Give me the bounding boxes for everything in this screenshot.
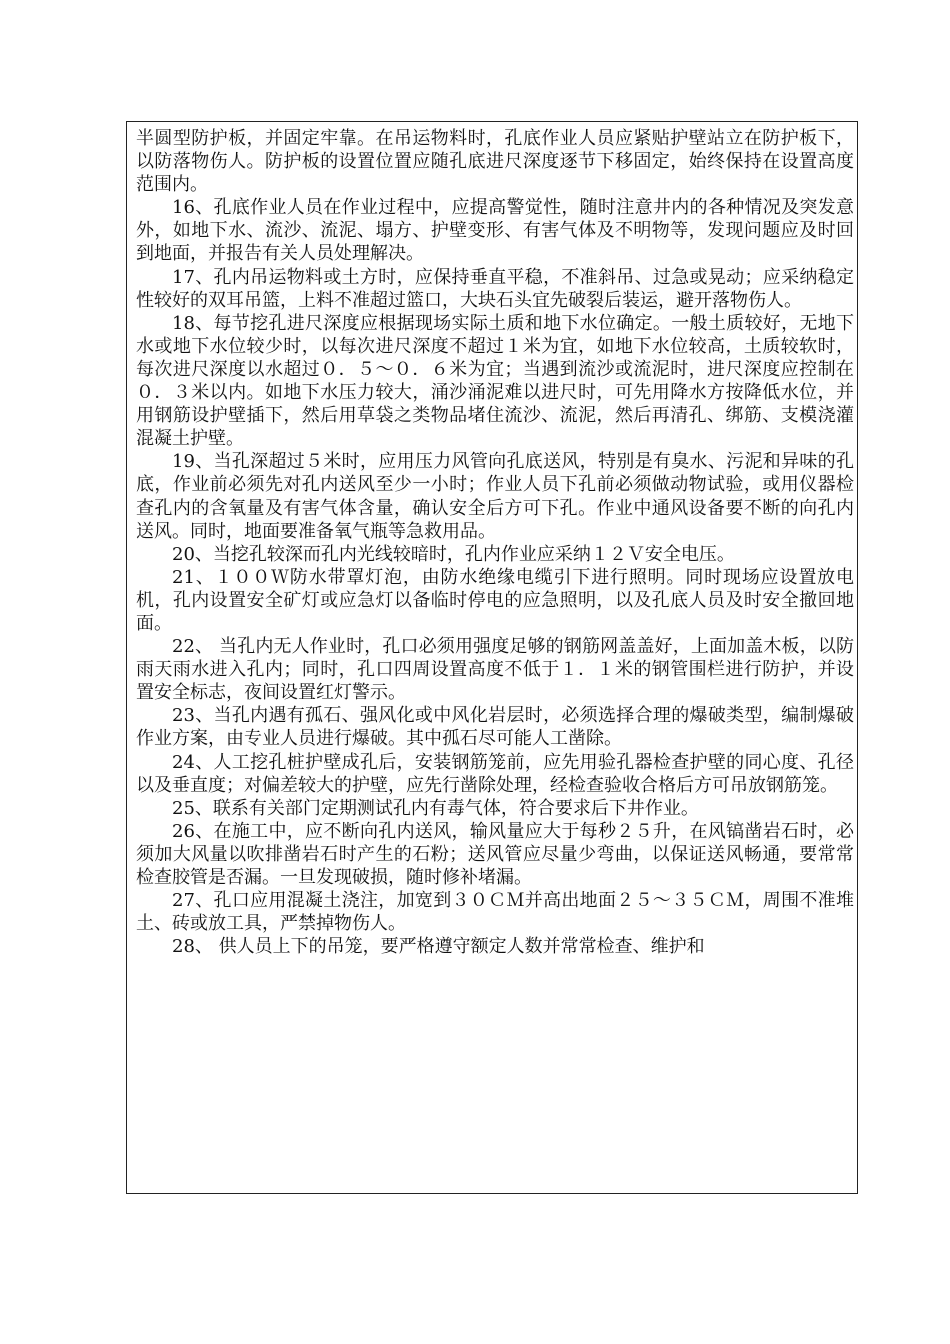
paragraph-item-20: 20、当挖孔较深而孔内光线较暗时，孔内作业应采纳１２Ｖ安全电压。 xyxy=(172,543,735,565)
paragraph-item-17: 17、孔内吊运物料或土方时，应保持垂直平稳，不准斜吊、过急或晃动；应采纳稳定性较好的双耳吊篮，上料不准超过篮口，大块石头宜先破裂后装运，避开落物伤人。 xyxy=(136,266,854,311)
paragraph-item-22: 22、 当孔内无人作业时，孔口必须用强度足够的钢筋网盖盖好，上面加盖木板，以防雨天雨水进入孔内；同时，孔口四周设置高度不低于１．１米的钢管围栏进行防护，并设置安全标志，夜间设置红灯警示。 xyxy=(136,636,854,704)
paragraph-item-19: 19、当孔深超过５米时，应用压力风管向孔底送风，特别是有臭水、污泥和异味的孔底，作业前必须先对孔内送风至少一小时；作业人员下孔前必须做动物试验，或用仪器检查孔内的含氧量及有害气体含量，确认安全后方可下孔。作业中通风设备要不断的向孔内送风。同时，地面要准备氧气瓶等急救用品。 xyxy=(136,451,854,542)
paragraph-item-27: 27、孔口应用混凝土浇注，加宽到３０ＣＭ并高出地面２５～３５ＣＭ，周围不准堆土、砖或放工具，严禁掉物伤人。 xyxy=(136,890,854,935)
paragraph-item-28: 28、 供人员上下的吊笼，要严格遵守额定人数并常常检查、维护和 xyxy=(172,936,705,958)
paragraph-item-16: 16、孔底作业人员在作业过程中，应提高警觉性，随时注意井内的各种情况及突发意外，如地下水、流沙、流泥、塌方、护壁变形、有害气体及不明物等，发现问题应及时回到地面，并报告有关人员处理解决。 xyxy=(136,197,854,265)
paragraph-item-25: 25、联系有关部门定期测试孔内有毒气体，符合要求后下井作业。 xyxy=(172,797,699,819)
paragraph-item-21: 21、１００Ｗ防水带罩灯泡，由防水绝缘电缆引下进行照明。同时现场应设置放电机，孔内设置安全矿灯或应急灯以备临时停电的应急照明，以及孔底人员及时安全撤回地面。 xyxy=(136,566,854,634)
document-body xyxy=(136,127,854,958)
paragraph-item-24: 24、人工挖孔桩护壁成孔后，安装钢筋笼前，应先用验孔器检查护壁的同心度、孔径以及垂直度；对偏差较大的护壁，应先行凿除处理，经检查验收合格后方可吊放钢筋笼。 xyxy=(136,751,854,796)
paragraph-continuation: 半圆型防护板，并固定牢靠。在吊运物料时，孔底作业人员应紧贴护壁站立在防护板下，以防落物伤人。防护板的设置位置应随孔底进尺深度逐节下移固定，始终保持在设置高度范围内。 xyxy=(136,128,854,196)
paragraph-item-18: 18、每节挖孔进尺深度应根据现场实际土质和地下水位确定。一般土质较好，无地下水或地下水位较少时，以每次进尺深度不超过１米为宜，如地下水位较高，土质较软时，每次进尺深度以水超过０．５～０．６米为宜；当遇到流沙或流泥时，进尺深度应控制在０．３米以内。如地下水压力较大，涌沙涌泥难以进尺时，可先用降水方按降低水位，并用钢筋设护壁插下，然后用草袋之类物品堵住流沙、流泥，然后再清孔、绑筋、支模浇灌混凝土护壁。 xyxy=(136,312,854,450)
paragraph-item-23: 23、当孔内遇有孤石、强风化或中风化岩层时，必须选择合理的爆破类型，编制爆破作业方案，由专业人员进行爆破。其中孤石尽可能人工凿除。 xyxy=(136,705,854,750)
paragraph-item-26: 26、在施工中，应不断向孔内送风，输风量应大于每秒２５升，在风镐凿岩石时，必须加大风量以吹排凿岩石时产生的石粉；送风管应尽量少弯曲，以保证送风畅通，要常常检查胶管是否漏。一旦发现破损，随时修补堵漏。 xyxy=(136,820,854,888)
